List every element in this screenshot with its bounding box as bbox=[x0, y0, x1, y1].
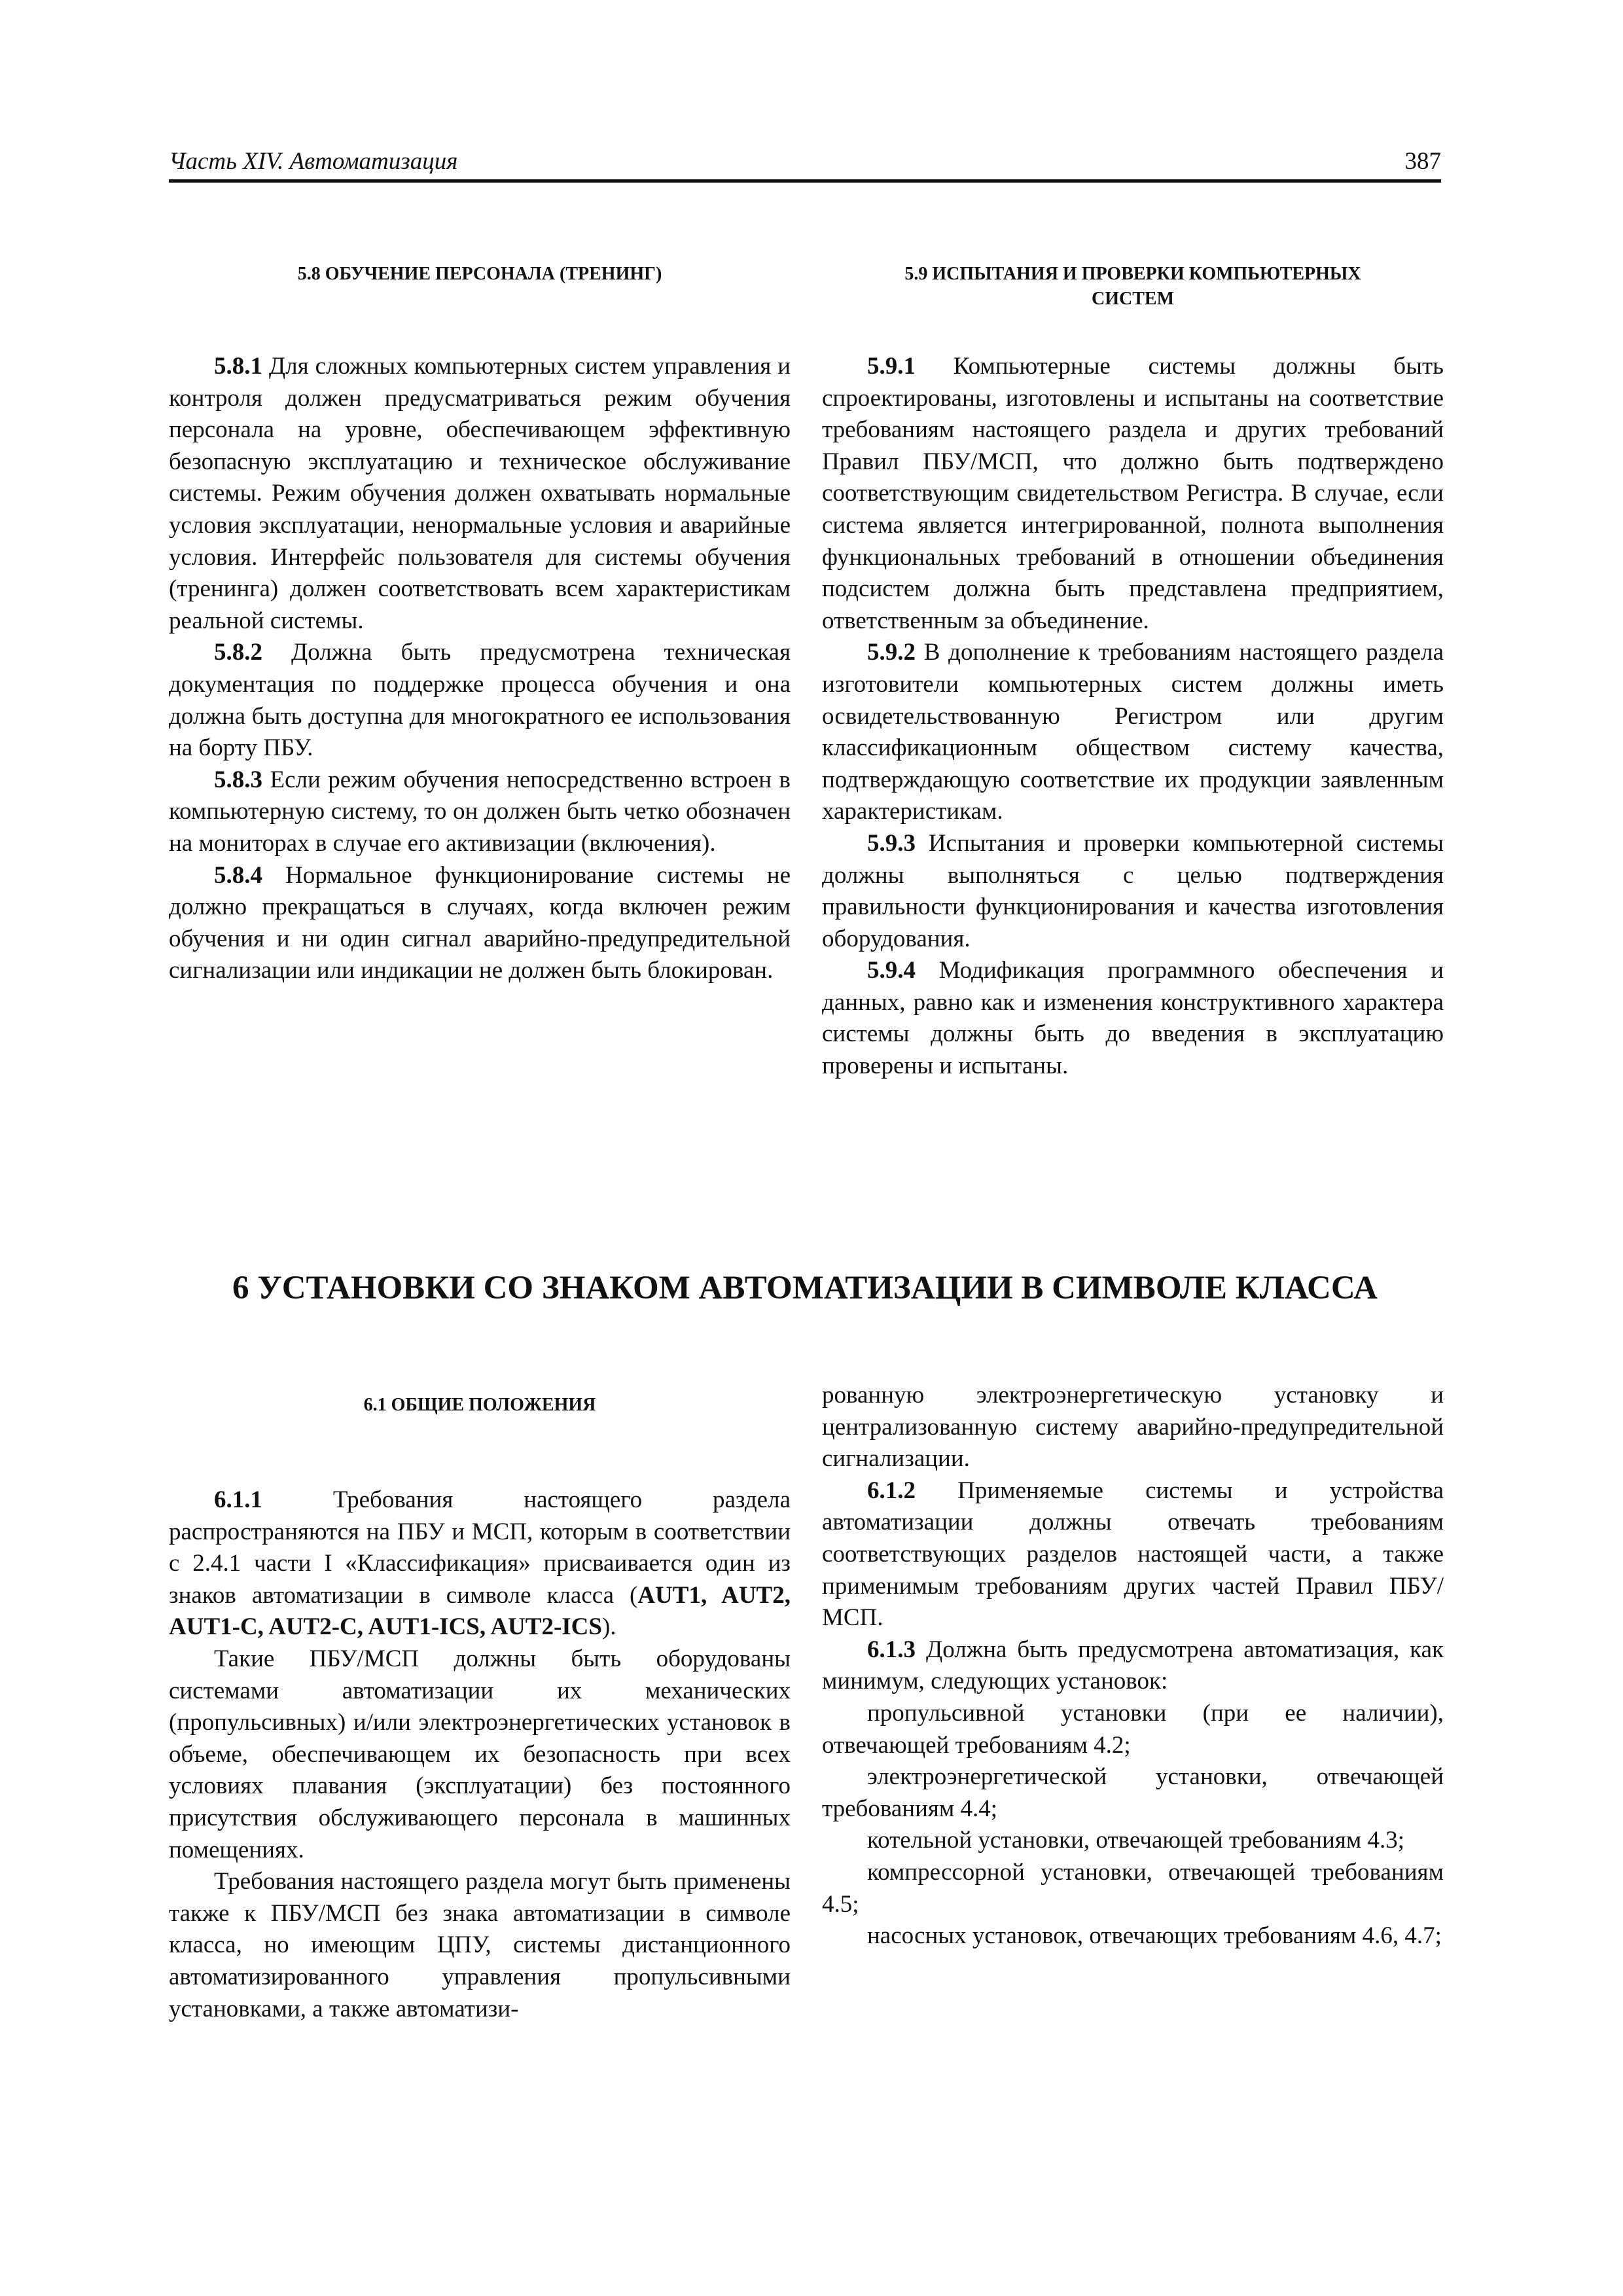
clause-number: 5.9.1 bbox=[867, 353, 916, 380]
clause-text: Испытания и проверки компьютерной системы должны выполняться с целью подтверждения правильности функционирования и качества изготовления оборудования. bbox=[822, 829, 1444, 952]
section-5-9 bbox=[822, 262, 1444, 1083]
section-heading: 5.8 ОБУЧЕНИЕ ПЕРСОНАЛА (ТРЕНИНГ) bbox=[297, 264, 662, 284]
clause-text: Применяемые системы и устройства автоматизации должны отвечать требованиям соответствующих разделов настоящей части, а также применимым требованиям других частей Правил ПБУ/МСП. bbox=[822, 1477, 1444, 1632]
paragraph: Требования настоящего раздела могут быть применены также к ПБУ/МСП без знака автоматизации в символе класса, но имеющим ЦПУ, системы дистанционного автоматизированного управления пропульсивными установками, а также автоматизи- bbox=[169, 1868, 791, 2022]
clause-number: 5.8.3 bbox=[214, 766, 262, 793]
paragraph bbox=[822, 1634, 1444, 1698]
list-item: пропульсивной установки (при ее наличии), отвечающей требованиям 4.2; bbox=[822, 1699, 1444, 1759]
section-heading-line: СИСТЕМ bbox=[1092, 289, 1174, 309]
clause-number: 5.8.2 bbox=[214, 639, 262, 666]
paragraph bbox=[169, 764, 791, 860]
page-header bbox=[169, 143, 1441, 183]
list-item: котельной установки, отвечающей требованиям 4.3; bbox=[867, 1827, 1405, 1854]
paragraph bbox=[822, 1475, 1444, 1634]
clause-number: 5.8.4 bbox=[214, 861, 262, 889]
section-heading-line: 5.9 ИСПЫТАНИЯ И ПРОВЕРКИ КОМПЬЮТЕРНЫХ bbox=[904, 264, 1361, 284]
clause-text: Требования настоящего раздела распространяются на ПБУ и МСП, которым в соответствии с 2.4.1 части I «Классификация» присваивается один из знаков автоматизации в символе класса ( bbox=[169, 1486, 791, 1609]
list-item: компрессорной установки, отвечающей требованиям 4.5; bbox=[822, 1858, 1444, 1918]
page-number: 387 bbox=[1404, 148, 1441, 175]
clause-text: Нормальное функционирование системы не должно прекращаться в случаях, когда включен режим обучения и ни один сигнал аварийно-предупредительной сигнализации или индикации не должен быть блокирован. bbox=[169, 861, 791, 984]
clause-number: 6.1.3 bbox=[867, 1636, 916, 1663]
clause-number: 5.9.3 bbox=[867, 829, 916, 857]
section-heading: 6.1 ОБЩИЕ ПОЛОЖЕНИЯ bbox=[363, 1395, 596, 1415]
clause-number: 6.1.2 bbox=[867, 1477, 916, 1504]
clause-number: 5.8.1 bbox=[214, 353, 262, 380]
paragraph: Такие ПБУ/МСП должны быть оборудованы системами автоматизации их механических (пропульсивных) и/или электроэнергетических установок в объеме, обеспечивающем их безопасность при всех условиях плавания (эксплуатации) без постоянного присутствия обслуживающего персонала в машинных помещениях. bbox=[169, 1645, 791, 1863]
clause-text: Если режим обучения непосредственно встроен в компьютерную систему, то он должен быть четко обозначен на мониторах в случае его активизации (включения). bbox=[169, 766, 791, 857]
paragraph bbox=[822, 351, 1444, 637]
paragraph-continuation: рованную электроэнергетическую установку и централизованную систему аварийно-предупредительной сигнализации. bbox=[822, 1382, 1444, 1473]
section-6-1 bbox=[169, 1393, 791, 2025]
clause-text: Компьютерные системы должны быть спроектированы, изготовлены и испытаны на соответствие требованиям настоящего раздела и других требований Правил ПБУ/МСП, что должно быть подтверждено соответствующим свидетельством Регистра. В случае, если система является интегрированной, полнота выполнения функциональных требований в отношении объединения подсистем должна быть представлена предприятием, ответственным за объединение. bbox=[822, 353, 1444, 634]
clause-number: 5.9.2 bbox=[867, 639, 916, 666]
clause-text: Модификация программного обеспечения и данных, равно как и изменения конструктивного характера системы должны быть до введения в эксплуатацию проверены и испытаны. bbox=[822, 957, 1444, 1080]
section-5-8 bbox=[169, 262, 791, 987]
paragraph bbox=[822, 828, 1444, 955]
section-6-1-continued bbox=[822, 1380, 1444, 1952]
paragraph bbox=[169, 860, 791, 987]
clause-text: Должна быть предусмотрена техническая документация по поддержке процесса обучения и она должна быть доступна для многократного ее использования на борту ПБУ. bbox=[169, 639, 791, 762]
running-title: Часть XIV. Автоматизация bbox=[169, 148, 458, 175]
list-item: насосных установок, отвечающих требованиям 4.6, 4.7; bbox=[867, 1922, 1442, 1950]
chapter-title: 6 УСТАНОВКИ СО ЗНАКОМ АВТОМАТИЗАЦИИ В СИМВОЛЕ КЛАССА bbox=[232, 1270, 1378, 1306]
clause-text: В дополнение к требованиям настоящего раздела изготовители компьютерных систем должны иметь освидетельствованную Регистром или другим классификационным обществом систему качества, подтверждающую соответствие их продукции заявленным характеристикам. bbox=[822, 639, 1444, 825]
automation-marks: AUT1, AUT2, AUT1-C, AUT2-C, AUT1-ICS, AUT2-ICS bbox=[169, 1581, 791, 1641]
paragraph bbox=[169, 1484, 791, 1643]
section-heading bbox=[822, 262, 1444, 312]
paragraph bbox=[169, 351, 791, 637]
clause-text: Для сложных компьютерных систем управления и контроля должен предусматриваться режим обучения персонала на уровне, обеспечивающем эффективную безопасную эксплуатацию и техническое обслуживание системы. Режим обучения должен охватывать нормальные условия эксплуатации, ненормальные условия и аварийные условия. Интерфейс пользователя для системы обучения (тренинга) должен соответствовать всем характеристикам реальной системы. bbox=[169, 353, 791, 634]
paragraph bbox=[169, 637, 791, 764]
paragraph bbox=[822, 955, 1444, 1082]
clause-number: 6.1.1 bbox=[214, 1486, 262, 1513]
clause-number: 5.9.4 bbox=[867, 957, 916, 984]
clause-text: Должна быть предусмотрена автоматизация, как минимум, следующих установок: bbox=[822, 1636, 1444, 1695]
paragraph bbox=[822, 637, 1444, 828]
list-item: электроэнергетической установки, отвечающей требованиям 4.4; bbox=[822, 1763, 1444, 1822]
clause-text-end: ). bbox=[601, 1613, 616, 1641]
